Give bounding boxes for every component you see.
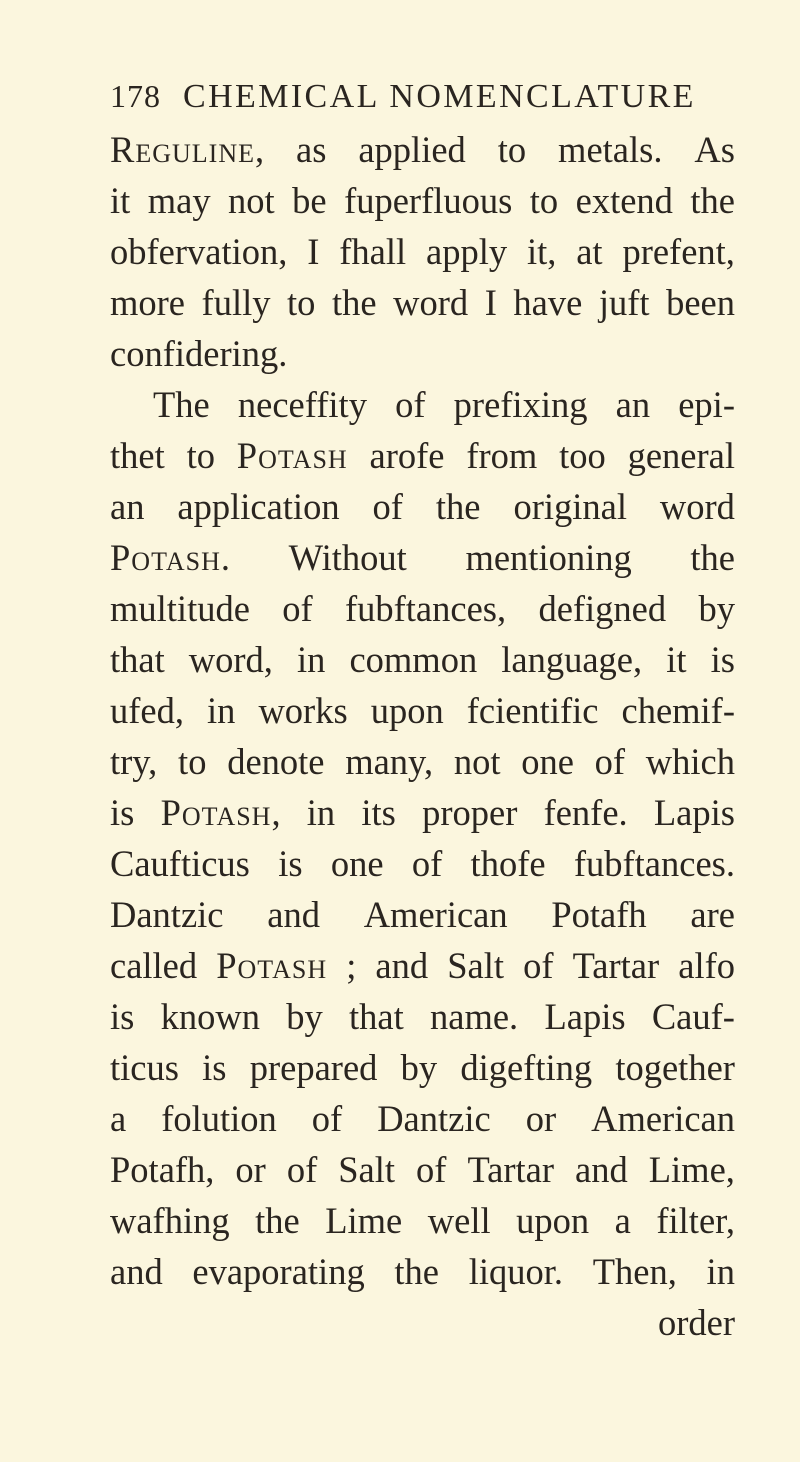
text-line: multitude of fubftances, defigned by (110, 588, 735, 629)
text-line: it may not be fuperfluous to extend the (110, 180, 735, 221)
text-line: more fully to the word I have juft been (110, 282, 735, 323)
text-line: a folution of Dantzic or American (110, 1098, 735, 1139)
text-line: ufed, in works upon fcientific chemif- (110, 690, 735, 731)
text-line: ticus is prepared by digefting together (110, 1047, 735, 1088)
running-head (110, 78, 696, 122)
body-text (110, 124, 735, 1348)
text-line: Reguline, as applied to metals. As (110, 129, 735, 170)
text-line: Potafh, or of Salt of Tartar and Lime, (110, 1149, 735, 1190)
text-line: The neceffity of prefixing an epi- (153, 384, 735, 425)
text-line: and evaporating the liquor. Then, in (110, 1251, 735, 1292)
text-line: thet to Potash arofe from too general (110, 435, 735, 476)
text-line: Potash. Without mentioning the (110, 537, 735, 578)
text-line: called Potash ; and Salt of Tartar alfo (110, 945, 735, 986)
text-line: Dantzic and American Potafh are (110, 894, 735, 935)
page-number: 178 (110, 78, 161, 114)
text-line: confidering. (110, 333, 288, 374)
text-line: an application of the original word (110, 486, 735, 527)
text-line: is Potash, in its proper fenfe. Lapis (110, 792, 735, 833)
text-line: is known by that name. Lapis Cauf- (110, 996, 735, 1037)
text-line: try, to denote many, not one of which (110, 741, 735, 782)
text-line: wafhing the Lime well upon a filter, (110, 1200, 735, 1241)
catchword: order (657, 1302, 735, 1343)
running-head-title: CHEMICAL NOMENCLATURE (183, 78, 696, 115)
text-line: that word, in common language, it is (110, 639, 735, 680)
text-line: obfervation, I fhall apply it, at prefent, (110, 231, 735, 272)
text-line: Caufticus is one of thofe fubftances. (110, 843, 735, 884)
